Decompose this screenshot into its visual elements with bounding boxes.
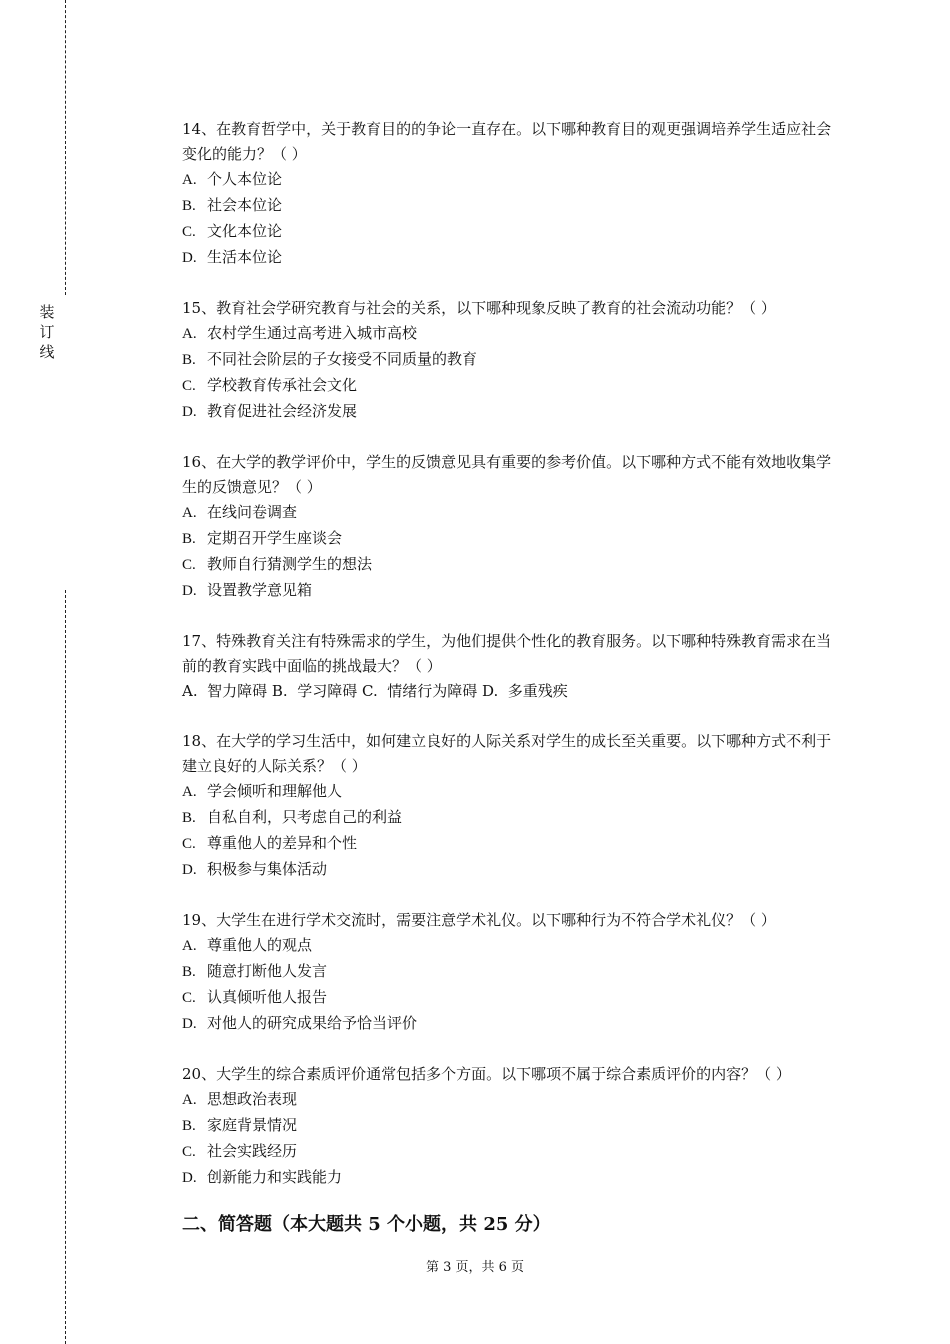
question-20 bbox=[182, 1062, 842, 1191]
question-text: 16、在大学的教学评价中，学生的反馈意见具有重要的参考价值。以下哪种方式不能有效地收集学生的反馈意见？（ ） bbox=[182, 453, 832, 496]
option-text: 认真倾听他人报告 bbox=[207, 988, 328, 1006]
option-text: 思想政治表现 bbox=[207, 1090, 298, 1108]
option-text: 社会实践经历 bbox=[207, 1142, 298, 1160]
option-letter: A. bbox=[182, 938, 197, 954]
inline-options: A. 智力障碍 B. 学习障碍 C. 情绪行为障碍 D. 多重残疾 bbox=[182, 682, 568, 700]
option-d bbox=[182, 857, 842, 883]
option-text: 学校教育传承社会文化 bbox=[207, 376, 358, 394]
binding-label-char: 订 bbox=[39, 323, 55, 341]
option-letter: C. bbox=[182, 224, 196, 240]
page-footer: 第 3 页，共 6 页 bbox=[425, 1260, 525, 1275]
option-letter: B. bbox=[182, 531, 196, 547]
option-letter: C. bbox=[182, 378, 196, 394]
option-letter: D. bbox=[182, 1016, 197, 1032]
option-a bbox=[182, 500, 842, 526]
option-d bbox=[182, 1011, 842, 1037]
option-b bbox=[182, 1113, 842, 1139]
question-19 bbox=[182, 908, 842, 1037]
option-letter: A. bbox=[182, 505, 197, 521]
option-c bbox=[182, 552, 842, 578]
option-letter: A. bbox=[182, 172, 197, 188]
option-d bbox=[182, 245, 842, 271]
question-list bbox=[182, 117, 842, 1216]
option-text: 积极参与集体活动 bbox=[207, 860, 328, 878]
option-b bbox=[182, 347, 842, 373]
binding-label-char: 线 bbox=[39, 343, 55, 361]
option-a bbox=[182, 321, 842, 347]
section-title: 二、简答题（本大题共 5 个小题，共 25 分） bbox=[182, 1214, 551, 1235]
option-letter: B. bbox=[182, 964, 196, 980]
question-text: 17、特殊教育关注有特殊需求的学生，为他们提供个性化的教育服务。以下哪种特殊教育需求在当前的教育实践中面临的挑战最大？（ ） bbox=[182, 632, 832, 675]
question-15 bbox=[182, 296, 842, 425]
option-letter: B. bbox=[182, 352, 196, 368]
option-text: 定期召开学生座谈会 bbox=[207, 529, 343, 547]
option-a bbox=[182, 167, 842, 193]
option-letter: C. bbox=[182, 990, 196, 1006]
option-text: 个人本位论 bbox=[207, 170, 283, 188]
binding-label bbox=[37, 302, 57, 362]
option-c bbox=[182, 831, 842, 857]
binding-line-bottom bbox=[65, 590, 66, 1344]
option-text: 创新能力和实践能力 bbox=[207, 1168, 343, 1186]
option-letter: C. bbox=[182, 1144, 196, 1160]
option-letter: A. bbox=[182, 784, 197, 800]
option-text: 对他人的研究成果给予恰当评价 bbox=[207, 1014, 418, 1032]
option-text: 学会倾听和理解他人 bbox=[207, 782, 343, 800]
question-14 bbox=[182, 117, 842, 271]
binding-label-char: 装 bbox=[39, 303, 55, 321]
option-text: 教育促进社会经济发展 bbox=[207, 402, 358, 420]
option-text: 教师自行猜测学生的想法 bbox=[207, 555, 373, 573]
option-letter: B. bbox=[182, 810, 196, 826]
option-letter: D. bbox=[182, 1170, 197, 1186]
option-letter: D. bbox=[182, 250, 197, 266]
option-b bbox=[182, 805, 842, 831]
question-17 bbox=[182, 629, 842, 704]
question-16 bbox=[182, 450, 842, 604]
option-text: 家庭背景情况 bbox=[207, 1116, 298, 1134]
option-d bbox=[182, 1165, 842, 1191]
option-b bbox=[182, 526, 842, 552]
question-text: 19、大学生在进行学术交流时，需要注意学术礼仪。以下哪种行为不符合学术礼仪？（ ） bbox=[182, 911, 776, 929]
option-text: 设置教学意见箱 bbox=[207, 581, 313, 599]
option-d bbox=[182, 578, 842, 604]
option-letter: D. bbox=[182, 862, 197, 878]
option-letter: B. bbox=[182, 198, 196, 214]
option-text: 生活本位论 bbox=[207, 248, 283, 266]
option-letter: B. bbox=[182, 1118, 196, 1134]
option-text: 随意打断他人发言 bbox=[207, 962, 328, 980]
question-text: 20、大学生的综合素质评价通常包括多个方面。以下哪项不属于综合素质评价的内容？（ ） bbox=[182, 1065, 791, 1083]
option-text: 不同社会阶层的子女接受不同质量的教育 bbox=[207, 350, 478, 368]
option-letter: D. bbox=[182, 583, 197, 599]
question-text: 14、在教育哲学中，关于教育目的的争论一直存在。以下哪种教育目的观更强调培养学生适应社会变化的能力？（ ） bbox=[182, 120, 832, 163]
option-text: 尊重他人的观点 bbox=[207, 936, 313, 954]
option-c bbox=[182, 219, 842, 245]
question-text: 18、在大学的学习生活中，如何建立良好的人际关系对学生的成长至关重要。以下哪种方式不利于建立良好的人际关系？（ ） bbox=[182, 732, 832, 775]
option-c bbox=[182, 1139, 842, 1165]
option-d bbox=[182, 399, 842, 425]
option-text: 文化本位论 bbox=[207, 222, 283, 240]
option-text: 社会本位论 bbox=[207, 196, 283, 214]
option-b bbox=[182, 959, 842, 985]
question-18 bbox=[182, 729, 842, 883]
option-letter: D. bbox=[182, 404, 197, 420]
question-text: 15、教育社会学研究教育与社会的关系，以下哪种现象反映了教育的社会流动功能？（ ） bbox=[182, 299, 776, 317]
option-c bbox=[182, 985, 842, 1011]
option-a bbox=[182, 1087, 842, 1113]
option-text: 农村学生通过高考进入城市高校 bbox=[207, 324, 418, 342]
option-letter: C. bbox=[182, 836, 196, 852]
option-letter: C. bbox=[182, 557, 196, 573]
option-a bbox=[182, 933, 842, 959]
option-a bbox=[182, 779, 842, 805]
option-text: 尊重他人的差异和个性 bbox=[207, 834, 358, 852]
binding-line-top bbox=[65, 0, 66, 295]
option-text: 在线问卷调查 bbox=[207, 503, 298, 521]
option-text: 自私自利，只考虑自己的利益 bbox=[207, 808, 403, 826]
option-c bbox=[182, 373, 842, 399]
option-letter: A. bbox=[182, 326, 197, 342]
option-b bbox=[182, 193, 842, 219]
option-letter: A. bbox=[182, 1092, 197, 1108]
